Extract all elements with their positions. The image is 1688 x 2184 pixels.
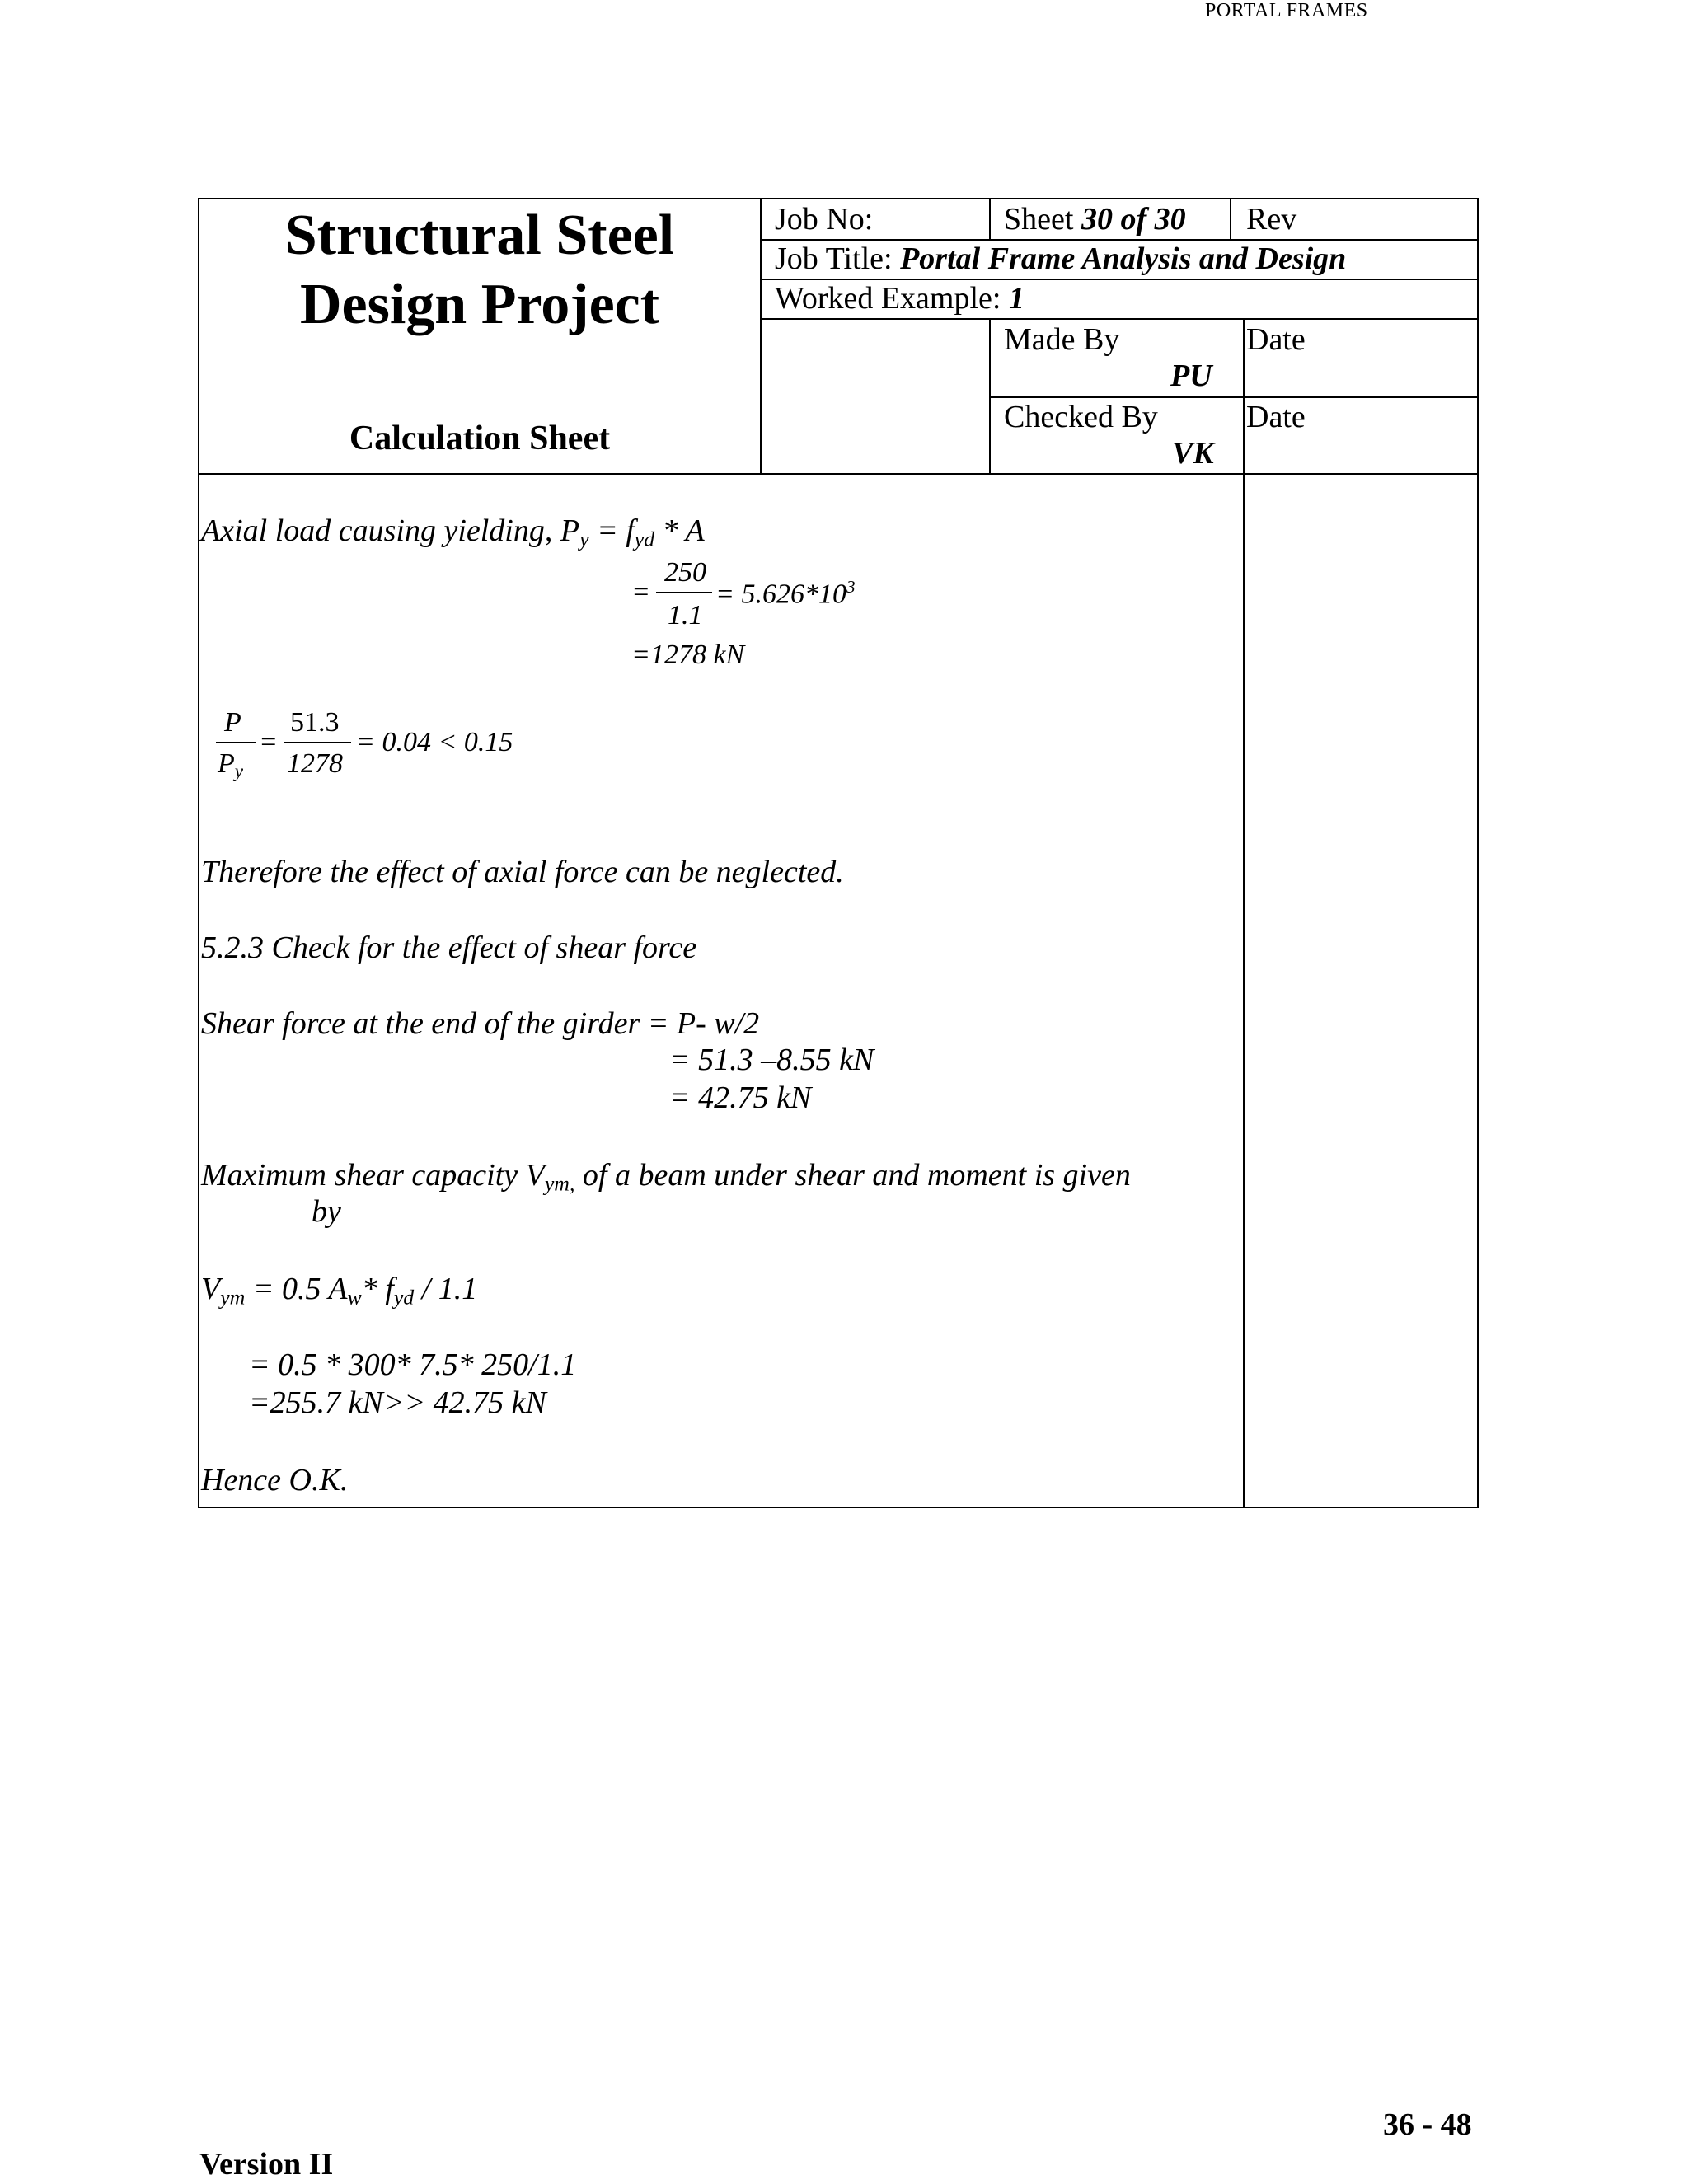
py-sub: y <box>579 527 589 551</box>
vym-formula: $V_{ym} = 0.5$ $A_w*$ $f_{yd} / 1.1$ <box>201 1272 478 1310</box>
fyd-symbol: f <box>626 513 635 548</box>
made-by-value: PU <box>1170 359 1212 393</box>
ratio-result: = 0.04 < 0.15 <box>356 727 513 757</box>
job-title-value: Portal Frame Analysis and Design <box>900 241 1347 276</box>
max-shear-line2: by <box>312 1194 341 1229</box>
times-a: * A <box>654 513 705 548</box>
result-1278: =1278 kN <box>631 640 745 670</box>
calc-line2: =255.7 kN>> 42.75 kN <box>249 1385 546 1420</box>
ratio-den: 1278 <box>287 748 343 779</box>
frac1-exp: 3 <box>846 577 856 597</box>
checked-by-value: VK <box>1172 436 1214 471</box>
py-eq: = <box>588 513 626 548</box>
rev-label: Rev <box>1246 202 1297 237</box>
project-title-line1: Structural Steel <box>284 204 675 267</box>
frac1-bar <box>656 592 712 593</box>
max-shear-line: Maximum shear capacity $V_{ym,}$ of a beam under shear and moment is given <box>201 1158 1131 1196</box>
frac1-rest: = 5.626*10 <box>715 579 846 610</box>
ratio-eq: = <box>259 727 278 757</box>
version-label: Version II <box>199 2147 334 2182</box>
made-by-label: Made By <box>1004 322 1120 357</box>
job-no-label: Job No: <box>775 202 874 237</box>
section-heading: 5.2.3 Check for the effect of shear force <box>201 930 697 965</box>
frac1-den: 1.1 <box>668 600 703 630</box>
shear-end-line3: = 42.75 kN <box>669 1080 812 1115</box>
py-symbol: P <box>560 513 580 548</box>
frac1-result <box>715 577 856 611</box>
job-title-label: Job Title: <box>775 241 893 276</box>
neglect-text: Therefore the effect of axial force can be neglected. <box>201 855 844 889</box>
checked-by-date-label: Date <box>1246 400 1306 434</box>
made-by-date-label: Date <box>1246 322 1306 357</box>
project-title <box>199 201 760 340</box>
job-title-field <box>775 241 1346 277</box>
ratio-right-bar <box>284 742 351 743</box>
sheet-label: Sheet <box>1004 202 1074 237</box>
ratio-py: $P_y$ <box>218 748 244 782</box>
project-title-line2: Design Project <box>299 273 660 336</box>
sheet-value: 30 of 30 <box>1081 202 1186 237</box>
page-number: 36 - 48 <box>1383 2107 1472 2142</box>
ratio-num: 51.3 <box>290 707 340 738</box>
axial-load-text: Axial load causing yielding, <box>201 513 560 548</box>
sheet-field <box>1004 201 1186 237</box>
worked-example-field <box>775 280 1025 316</box>
ratio-left-bar <box>216 742 256 743</box>
axial-load-line <box>201 513 705 551</box>
checked-by-label: Checked By <box>1004 400 1158 434</box>
running-header: PORTAL FRAMES <box>1205 0 1368 21</box>
calc-line1: = 0.5 * 300* 7.5* 250/1.1 <box>249 1347 577 1382</box>
frac1-eq: = <box>631 577 650 607</box>
calculation-sheet-label: Calculation Sheet <box>349 419 611 457</box>
fyd-sub: yd <box>634 527 655 551</box>
worked-example-value: 1 <box>1008 281 1025 316</box>
frac1-num: 250 <box>664 557 706 588</box>
ratio-p: P <box>224 707 241 738</box>
worked-example-label: Worked Example: <box>775 281 1001 316</box>
hence-ok: Hence O.K. <box>201 1463 349 1497</box>
shear-end-line2: = 51.3 –8.55 kN <box>669 1043 874 1077</box>
shear-end-text: Shear force at the end of the girder = P- w/2 <box>201 1006 760 1041</box>
